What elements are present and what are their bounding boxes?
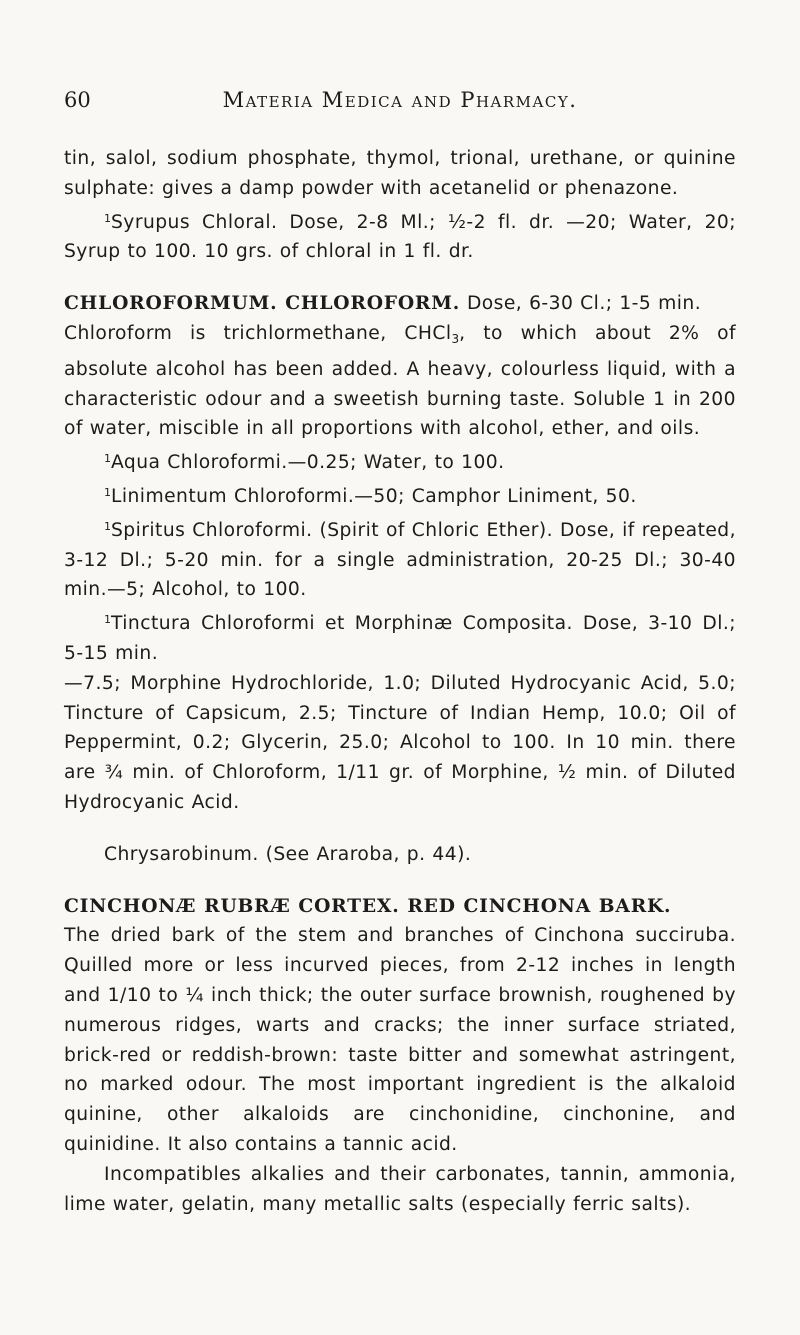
- formula-subscript: 3: [451, 331, 460, 346]
- paragraph: The dried bark of the stem and branches of Cinchona succiruba. Quilled more or less incurved pieces, from 2-12 inches in length and 1/10 to ¼ inch thick; the outer surface brownish, roughened by numerous ridges, warts and cracks; the inner surface striated, brick-red or reddish-brown: taste bitter and somewhat astringent, no marked odour. The most important ingredient is the alkaloid quinine, other alkaloids are cinchonidine, cinchonine, and quinidine. It also contains a tannic acid.: [64, 925, 736, 1155]
- description-text: Chloroform is trichlormethane, CHCl: [64, 322, 452, 344]
- preparation-mark: 1: [104, 452, 111, 466]
- preparation-text: Syrupus Chloral. Dose, 2-8 Ml.; ½-2 fl. dr. —20; Water, 20; Syrup to 100. 10 grs. of chloral in 1 fl. dr.: [64, 211, 736, 263]
- incompatibles-paragraph: Incompatibles alkalies and their carbonates, tannin, ammonia, lime water, gelatin, many metallic salts (especially ferric salts).: [64, 1163, 736, 1215]
- preparation-mark: 1: [104, 519, 111, 533]
- body-text: [64, 144, 736, 1219]
- preparation-aqua-chloroformi: [64, 444, 736, 478]
- preparation-mark: 1: [104, 613, 111, 627]
- preparation-linimentum-chloroformi: [64, 478, 736, 512]
- preparation-text: Linimentum Chloroformi.—50; Camphor Liniment, 50.: [111, 485, 637, 507]
- paragraph: tin, salol, sodium phosphate, thymol, trional, urethane, or quinine sulphate: gives a damp powder with acetanelid or phenazone.: [64, 148, 736, 199]
- preparation-text: Tinctura Chloroformi et Morphinæ Composita. Dose, 3-10 Dl.; 5-15 min.: [64, 613, 736, 664]
- cinchona-entry: [64, 892, 736, 922]
- running-title: Materia Medica and Pharmacy.: [222, 88, 578, 112]
- paragraph: [64, 319, 736, 444]
- preparation-mark: 1: [104, 211, 111, 225]
- monograph-heading: CHLOROFORMUM. CHLOROFORM.: [64, 292, 461, 315]
- preparation-text: Spiritus Chloroformi. (Spirit of Chloric Ether). Dose, if repeated, 3-12 Dl.; 5-20 min. for a single administration, 20-25 Dl.; 30-40 min.—5; Alcohol, to 100.: [64, 519, 736, 601]
- running-header: [64, 88, 736, 118]
- page-number: 60: [64, 88, 91, 112]
- preparation-spiritus-chloroformi: [64, 512, 736, 605]
- monograph-heading: CINCHONÆ RUBRÆ CORTEX. RED CINCHONA BARK.: [64, 894, 672, 917]
- preparation-syrupus-chloral: [64, 204, 736, 268]
- description-text: , to which about 2% of absolute alcohol has been added. A heavy, colourless liquid, with a characteristic odour and a sweetish burning taste. Soluble 1 in 200 of water, miscible in all proportions with alcohol, ether, and oils.: [64, 322, 736, 440]
- chloroformum-entry: [64, 289, 736, 319]
- preparation-tinctura-chloroformi: [64, 605, 736, 669]
- paragraph: —7.5; Morphine Hydrochloride, 1.0; Diluted Hydrocyanic Acid, 5.0; Tincture of Capsicum, 2.5; Tincture of Indian Hemp, 10.0; Oil of Peppermint, 0.2; Glycerin, 25.0; Alcohol to 100. In 10 min. there are ¾ min. of Chloroform, 1/11 gr. of Morphine, ½ min. of Diluted Hydrocyanic Acid.: [64, 672, 736, 813]
- preparation-text: Aqua Chloroformi.—0.25; Water, to 100.: [111, 452, 505, 474]
- chrysarobinum-entry: Chrysarobinum. (See Araroba, p. 44).: [104, 843, 472, 865]
- preparation-mark: 1: [104, 485, 111, 499]
- dose-text: Dose, 6-30 Cl.; 1-5 min.: [466, 293, 702, 315]
